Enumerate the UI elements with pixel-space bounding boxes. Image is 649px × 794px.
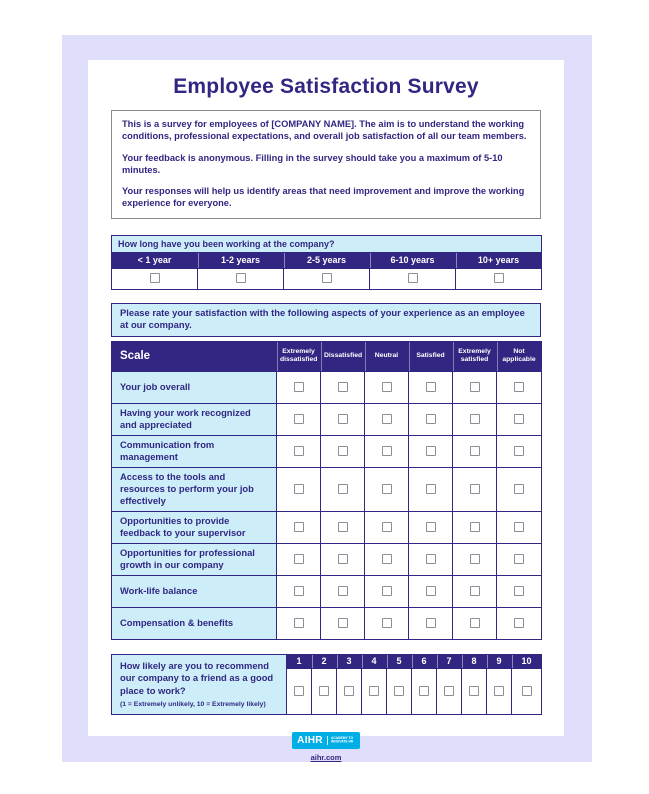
column-header: Not applicable [497,341,542,371]
checkbox[interactable] [322,273,332,283]
satisfaction-row [112,511,542,543]
logo-divider [327,736,328,745]
lavender-frame [62,35,592,762]
checkbox-cell [453,435,497,467]
checkbox[interactable] [514,446,524,456]
checkbox-cell [409,435,453,467]
checkbox-cell [321,575,365,607]
checkbox[interactable] [426,382,436,392]
page-footer [111,730,541,763]
checkbox[interactable] [514,586,524,596]
row-label: Work-life balance [112,575,277,607]
checkbox[interactable] [470,484,480,494]
checkbox-cell [337,668,362,714]
nps-note: (1 = Extremely unlikely, 10 = Extremely likely) [120,700,266,708]
checkbox-cell [409,467,453,511]
survey-page [88,60,564,763]
checkbox-cell [409,607,453,639]
tenure-option: 10+ years [456,252,542,268]
tenure-option: < 1 year [112,252,198,268]
checkbox-cell [487,668,512,714]
checkbox-cell [453,403,497,435]
checkbox-cell [497,403,542,435]
checkbox-cell [453,511,497,543]
checkbox[interactable] [394,686,404,696]
checkbox-cell [497,607,542,639]
nps-scale-number: 9 [487,654,512,668]
checkbox[interactable] [294,382,304,392]
satisfaction-row [112,543,542,575]
checkbox-cell [437,668,462,714]
checkbox-cell [284,268,370,289]
checkbox-cell [456,268,542,289]
checkbox[interactable] [494,273,504,283]
checkbox[interactable] [426,484,436,494]
checkbox[interactable] [382,446,392,456]
checkbox-cell [409,543,453,575]
checkbox-cell [277,511,321,543]
checkbox[interactable] [294,686,304,696]
checkbox[interactable] [294,414,304,424]
checkbox[interactable] [470,382,480,392]
tenure-table [111,235,542,290]
checkbox-cell [409,403,453,435]
row-label: Compensation & benefits [112,607,277,639]
checkbox[interactable] [382,382,392,392]
checkbox-cell [387,668,412,714]
checkbox-cell [312,668,337,714]
checkbox-cell [321,403,365,435]
checkbox-cell [321,511,365,543]
nps-scale-number: 1 [287,654,312,668]
checkbox[interactable] [294,484,304,494]
checkbox-cell [512,668,542,714]
checkbox-cell [453,543,497,575]
satisfaction-row [112,467,542,511]
checkbox-cell [453,607,497,639]
aihr-link[interactable]: aihr.com [310,753,342,763]
satisfaction-row [112,403,542,435]
checkbox[interactable] [338,446,348,456]
checkbox-cell [497,575,542,607]
intro-paragraph: This is a survey for employees of [COMPANY NAME]. The aim is to understand the working conditions, professional expectations, and overall job satisfaction of all our team members. [122,119,527,142]
nps-header-row [112,654,542,668]
checkbox[interactable] [470,522,480,532]
checkbox-cell [277,575,321,607]
nps-scale-number: 10 [512,654,542,668]
satisfaction-row [112,607,542,639]
checkbox[interactable] [426,446,436,456]
checkbox[interactable] [470,586,480,596]
intro-paragraph: Your feedback is anonymous. Filling in the survey should take you a maximum of 5-10 minutes. [122,152,503,175]
checkbox[interactable] [294,618,304,628]
page-title: Employee Satisfaction Survey [173,75,479,98]
nps-question-cell [112,654,287,714]
checkbox-cell [497,467,542,511]
checkbox-cell [497,543,542,575]
checkbox-cell [277,543,321,575]
checkbox[interactable] [338,586,348,596]
checkbox-cell [198,268,284,289]
intro-box [111,110,541,219]
checkbox[interactable] [150,273,160,283]
satisfaction-row [112,371,542,403]
nps-scale-number: 5 [387,654,412,668]
checkbox[interactable] [338,618,348,628]
aihr-logo-text: AIHR [297,734,323,746]
checkbox[interactable] [294,522,304,532]
checkbox-cell [321,543,365,575]
checkbox-cell [277,467,321,511]
satisfaction-header-row [112,341,542,371]
checkbox[interactable] [294,554,304,564]
checkbox[interactable] [514,382,524,392]
checkbox-cell [497,511,542,543]
satisfaction-row [112,435,542,467]
checkbox[interactable] [470,554,480,564]
nps-scale-number: 8 [462,654,487,668]
checkbox[interactable] [382,484,392,494]
checkbox-cell [453,467,497,511]
checkbox-cell [365,403,409,435]
checkbox[interactable] [426,522,436,532]
tenure-option: 6-10 years [370,252,456,268]
checkbox[interactable] [382,618,392,628]
checkbox[interactable] [522,686,532,696]
checkbox[interactable] [514,522,524,532]
checkbox[interactable] [338,382,348,392]
checkbox-cell [412,668,437,714]
checkbox-cell [277,607,321,639]
row-label: Your job overall [112,371,277,403]
checkbox[interactable] [382,554,392,564]
checkbox[interactable] [344,686,354,696]
checkbox-cell [409,575,453,607]
column-header: Neutral [365,341,409,371]
checkbox[interactable] [514,414,524,424]
checkbox-cell [365,371,409,403]
checkbox-cell [321,467,365,511]
aihr-logo [292,732,360,749]
intro-paragraph: Your responses will help us identify areas that need improvement and improve the working experience for everyone. [122,186,525,209]
checkbox[interactable] [338,522,348,532]
checkbox-cell [462,668,487,714]
row-label: Communication from management [112,435,277,467]
checkbox-cell [277,371,321,403]
checkbox-cell [409,371,453,403]
tenure-question-row [112,235,542,252]
checkbox-cell [409,511,453,543]
checkbox[interactable] [426,618,436,628]
checkbox[interactable] [382,414,392,424]
satisfaction-table [111,341,542,640]
scale-header: Scale [112,341,277,371]
checkbox-cell [287,668,312,714]
checkbox-cell [321,607,365,639]
nps-scale-number: 6 [412,654,437,668]
checkbox[interactable] [514,554,524,564]
checkbox[interactable] [382,522,392,532]
checkbox-cell [365,511,409,543]
checkbox[interactable] [382,586,392,596]
checkbox[interactable] [514,618,524,628]
checkbox-cell [321,371,365,403]
checkbox[interactable] [470,414,480,424]
checkbox-cell [497,435,542,467]
checkbox-cell [112,268,198,289]
checkbox[interactable] [408,273,418,283]
satisfaction-row [112,575,542,607]
satisfaction-instruction: Please rate your satisfaction with the following aspects of your experience as an employee at our company. [111,303,541,337]
checkbox[interactable] [469,686,479,696]
tenure-option: 1-2 years [198,252,284,268]
checkbox[interactable] [444,686,454,696]
nps-table [111,654,542,715]
checkbox-cell [365,575,409,607]
checkbox-cell [497,371,542,403]
column-header: Extremely dissatisfied [277,341,321,371]
nps-scale-number: 3 [337,654,362,668]
checkbox[interactable] [369,686,379,696]
checkbox-cell [365,543,409,575]
checkbox-cell [277,435,321,467]
checkbox-cell [453,371,497,403]
checkbox[interactable] [470,618,480,628]
checkbox-cell [365,435,409,467]
checkbox[interactable] [338,414,348,424]
row-label: Having your work recognized and appreciated [112,403,277,435]
checkbox-cell [453,575,497,607]
checkbox[interactable] [426,554,436,564]
checkbox[interactable] [294,586,304,596]
checkbox[interactable] [338,554,348,564]
checkbox-cell [321,435,365,467]
checkbox[interactable] [514,484,524,494]
checkbox-cell [362,668,387,714]
checkbox-cell [365,607,409,639]
checkbox-cell [370,268,456,289]
nps-question: How likely are you to recommend our company to a friend as a good place to work? [120,659,274,696]
checkbox[interactable] [319,686,329,696]
row-label: Opportunities to provide feedback to your supervisor [112,511,277,543]
checkbox[interactable] [494,686,504,696]
checkbox[interactable] [426,414,436,424]
row-label: Opportunities for professional growth in our company [112,543,277,575]
nps-scale-number: 2 [312,654,337,668]
checkbox[interactable] [470,446,480,456]
row-label: Access to the tools and resources to perform your job effectively [112,467,277,511]
tenure-question: How long have you been working at the company? [112,235,542,252]
column-header: Extremely satisfied [453,341,497,371]
checkbox[interactable] [236,273,246,283]
nps-scale-number: 4 [362,654,387,668]
tenure-option: 2-5 years [284,252,370,268]
checkbox[interactable] [426,586,436,596]
checkbox-cell [365,467,409,511]
checkbox[interactable] [338,484,348,494]
checkbox[interactable] [294,446,304,456]
checkbox[interactable] [419,686,429,696]
tenure-checkbox-row [112,268,542,289]
nps-scale-number: 7 [437,654,462,668]
column-header: Dissatisfied [321,341,365,371]
aihr-logo-tagline: ACADEMY TO INNOVATE HR [330,737,354,744]
checkbox-cell [277,403,321,435]
tenure-options-row [112,252,542,268]
column-header: Satisfied [409,341,453,371]
